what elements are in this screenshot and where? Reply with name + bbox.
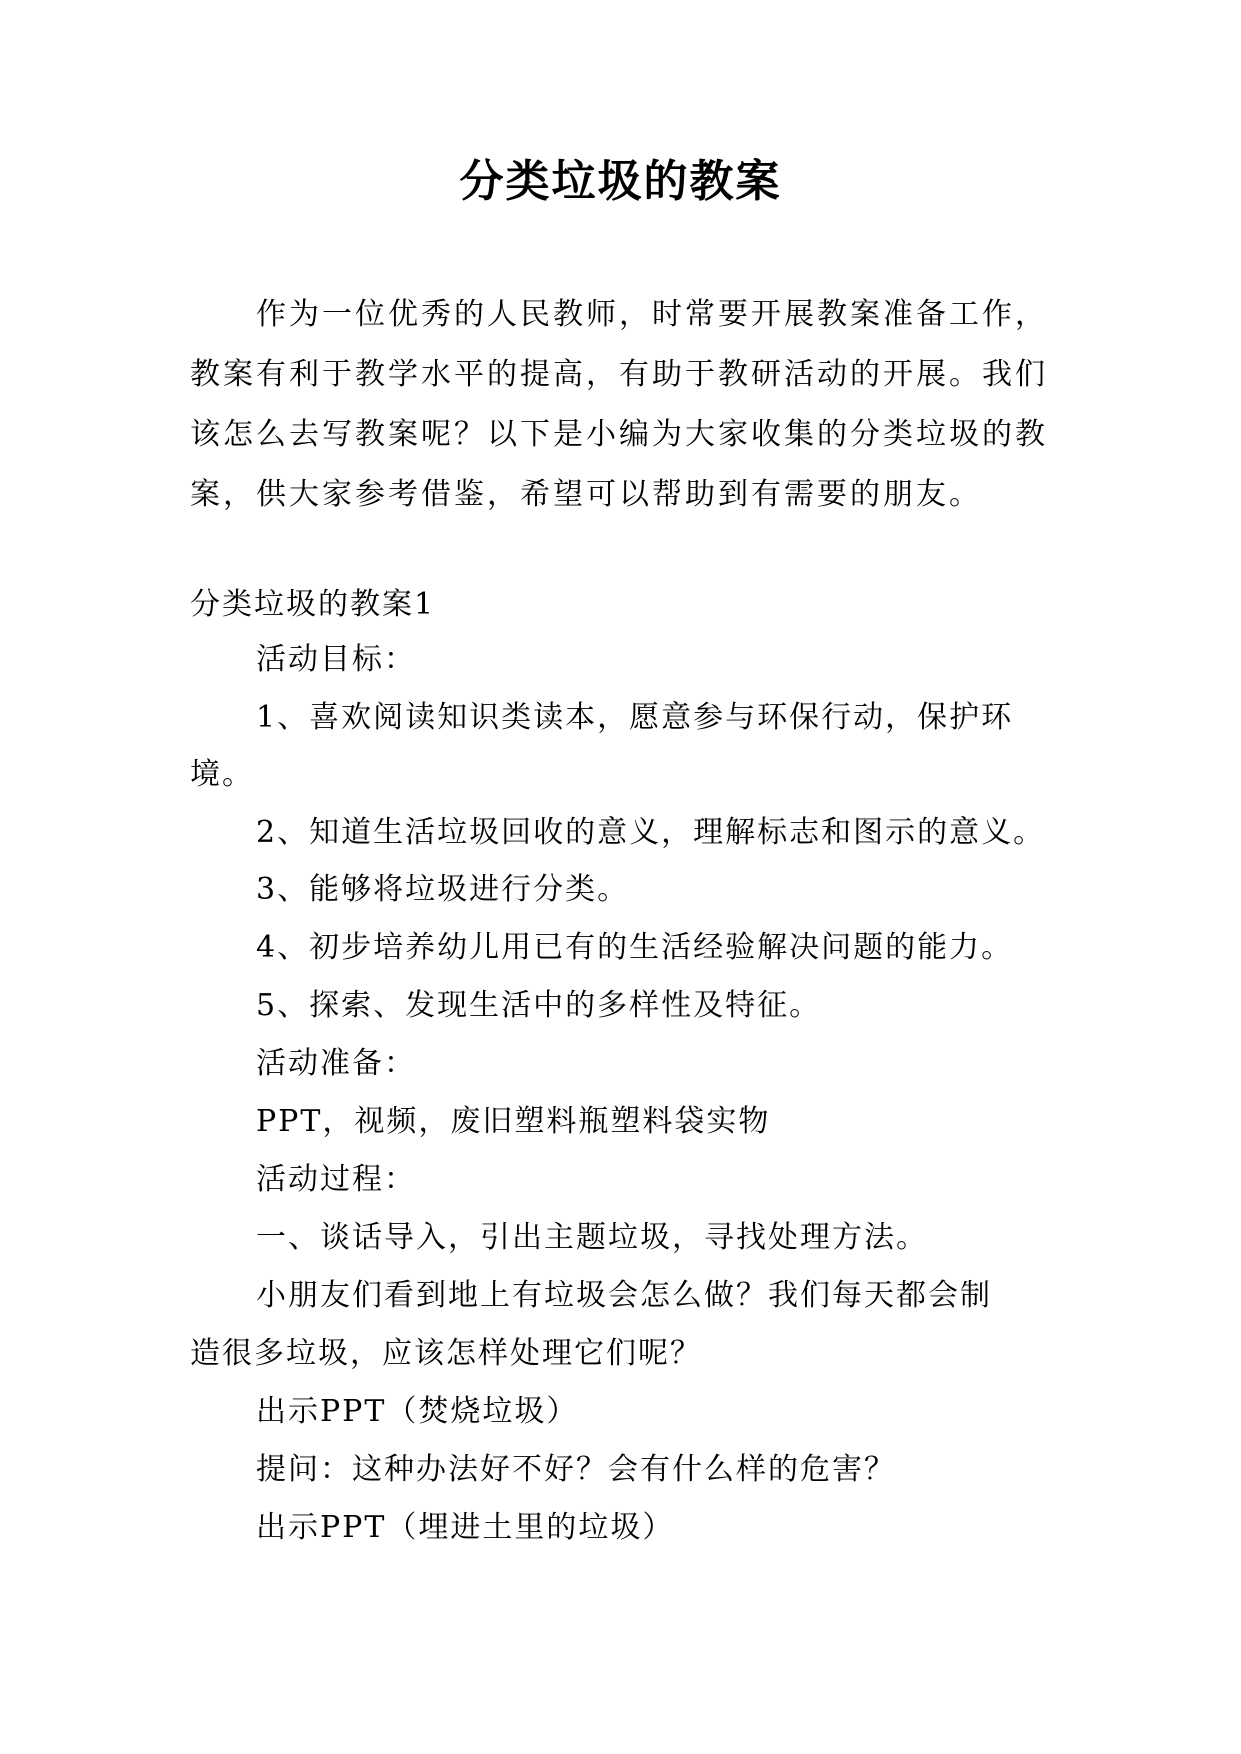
- process-label: 活动过程：: [256, 1162, 416, 1197]
- goal-2: 2、知道生活垃圾回收的意义，理解标志和图示的意义。: [256, 815, 1046, 850]
- show-ppt-2: 出示PPT（埋进土里的垃圾）: [256, 1510, 675, 1545]
- goal-3: 3、能够将垃圾进行分类。: [256, 872, 630, 907]
- prep-content: PPT，视频，废旧塑料瓶塑料袋实物: [256, 1104, 771, 1139]
- section-heading: 分类垃圾的教案1: [190, 587, 436, 622]
- prep-label: 活动准备：: [256, 1046, 416, 1081]
- paragraph-1-line-1: 小朋友们看到地上有垃圾会怎么做？我们每天都会制: [256, 1278, 992, 1313]
- intro-paragraph: 作为一位优秀的人民教师，时常要开展教案准备工作，教案有利于教学水平的提高，有助于教研活动的开展。我们该怎么去写教案呢？以下是小编为大家收集的分类垃圾的教案，供大家参考借鉴，希望可以帮助到有需要的朋友。: [190, 297, 1048, 512]
- step-1: 一、谈话导入，引出主题垃圾，寻找处理方法。: [256, 1220, 928, 1255]
- goal-5: 5、探索、发现生活中的多样性及特征。: [256, 988, 822, 1023]
- goal-4: 4、初步培养幼儿用已有的生活经验解决问题的能力。: [256, 930, 1014, 965]
- goal-1-line-1: 1、喜欢阅读知识类读本，愿意参与环保行动，保护环: [256, 700, 1014, 735]
- question-1: 提问：这种办法好不好？会有什么样的危害？: [256, 1452, 896, 1487]
- goals-label: 活动目标：: [256, 642, 416, 677]
- goal-1-line-2: 境。: [190, 757, 254, 792]
- paragraph-1-line-2: 造很多垃圾，应该怎样处理它们呢？: [190, 1336, 702, 1371]
- show-ppt-1: 出示PPT（焚烧垃圾）: [256, 1394, 579, 1429]
- document-title: 分类垃圾的教案: [459, 156, 782, 207]
